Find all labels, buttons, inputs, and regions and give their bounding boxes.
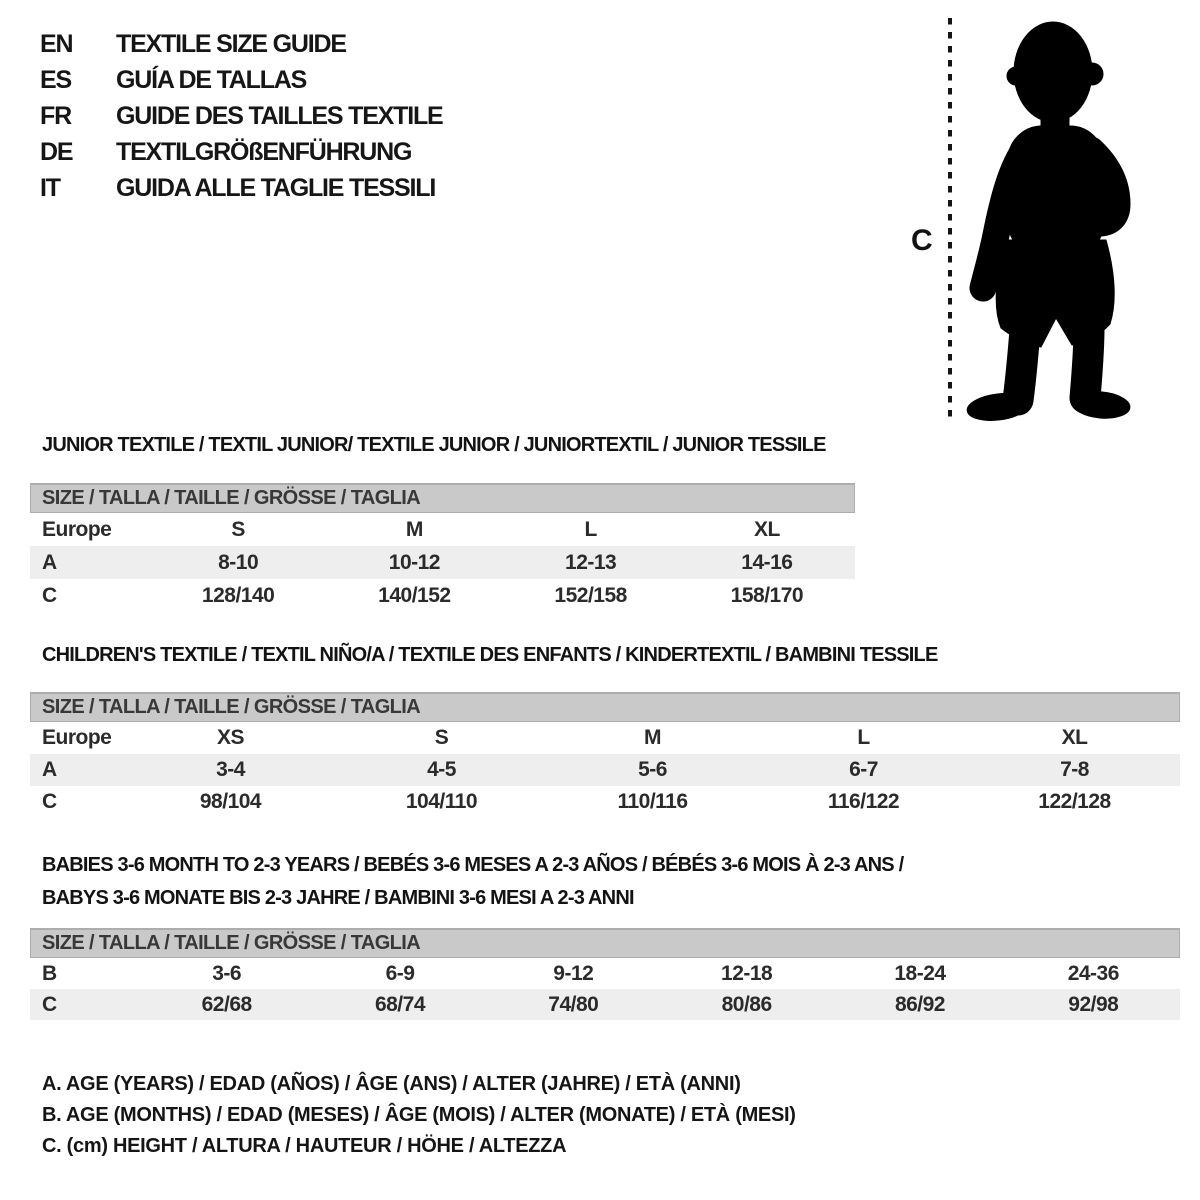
junior-size-table <box>30 483 855 612</box>
row-label: A <box>42 550 57 574</box>
size-value: 6-7 <box>849 758 878 781</box>
size-value: S <box>231 517 245 541</box>
junior-section-title: JUNIOR TEXTILE / TEXTIL JUNIOR/ TEXTILE JUNIOR / JUNIORTEXTIL / JUNIOR TESSILE <box>42 434 826 456</box>
language-code: DE <box>40 137 73 166</box>
language-guide-title: GUÍA DE TALLAS <box>116 65 307 94</box>
size-value: 18-24 <box>894 961 946 985</box>
size-value: 4-5 <box>427 758 456 781</box>
size-header-bar: SIZE / TALLA / TAILLE / GRÖSSE / TAGLIA <box>30 692 1180 722</box>
size-value: XL <box>1061 726 1088 749</box>
language-row <box>40 26 443 62</box>
babies-title-line-2: BABYS 3-6 MONATE BIS 2-3 JAHRE / BAMBINI 3-6 MESI A 2-3 ANNI <box>42 887 634 909</box>
legend-line-a: A. AGE (YEARS) / EDAD (AÑOS) / ÂGE (ANS) / ALTER (JAHRE) / ETÀ (ANNI) <box>42 1073 741 1095</box>
row-label: C <box>42 583 57 607</box>
children-size-table <box>30 692 1180 818</box>
language-row <box>40 62 443 98</box>
language-code: IT <box>40 173 60 202</box>
child-height-figure <box>895 10 1155 435</box>
table-row <box>30 754 1180 786</box>
size-value: M <box>405 517 423 541</box>
table-row <box>30 989 1180 1020</box>
size-value: 7-8 <box>1060 758 1089 781</box>
language-guide-title: TEXTILE SIZE GUIDE <box>116 29 346 58</box>
size-value: 158/170 <box>730 583 804 607</box>
language-code: FR <box>40 101 71 130</box>
size-value: 116/122 <box>827 790 900 813</box>
size-value: 9-12 <box>553 961 594 985</box>
language-row <box>40 134 443 170</box>
language-title-list <box>40 26 443 206</box>
size-value: 140/152 <box>378 583 451 607</box>
size-value: 98/104 <box>199 790 262 813</box>
row-label: C <box>42 790 57 813</box>
row-label: B <box>42 961 57 985</box>
size-value: 152/158 <box>554 583 627 607</box>
language-guide-title: GUIDE DES TAILLES TEXTILE <box>116 101 443 130</box>
size-value: 6-9 <box>385 961 415 985</box>
row-label: C <box>42 992 57 1016</box>
height-measure-label: C <box>911 224 933 257</box>
size-value: 3-4 <box>216 758 245 781</box>
table-row <box>30 546 855 579</box>
legend-line-c: C. (cm) HEIGHT / ALTURA / HAUTEUR / HÖHE / ALTEZZA <box>42 1135 567 1157</box>
size-value: 110/116 <box>617 790 688 813</box>
size-value: XL <box>753 517 780 541</box>
size-header-bar: SIZE / TALLA / TAILLE / GRÖSSE / TAGLIA <box>30 483 855 513</box>
size-value: 3-6 <box>212 961 242 985</box>
language-guide-title: TEXTILGRÖßENFÜHRUNG <box>116 137 412 166</box>
size-value: 62/68 <box>201 992 252 1016</box>
table-row <box>30 786 1180 818</box>
language-row <box>40 98 443 134</box>
size-value: L <box>584 517 597 541</box>
size-value: XS <box>216 726 244 749</box>
size-value: 74/80 <box>548 992 599 1016</box>
size-value: 10-12 <box>388 550 440 574</box>
size-value: 12-13 <box>565 550 617 574</box>
size-value: 8-10 <box>218 550 259 574</box>
table-row <box>30 958 1180 989</box>
row-label: Europe <box>42 517 112 541</box>
measure-legend <box>42 1069 796 1162</box>
size-value: 80/86 <box>721 992 772 1016</box>
size-value: 5-6 <box>638 758 667 781</box>
size-value: 12-18 <box>721 961 773 985</box>
toddler-silhouette-icon <box>966 22 1131 424</box>
babies-title-line-1: BABIES 3-6 MONTH TO 2-3 YEARS / BEBÉS 3-6 MESES A 2-3 AÑOS / BÉBÉS 3-6 MOIS À 2-3 ANS / <box>42 854 904 876</box>
table-row <box>30 722 1180 754</box>
table-row <box>30 513 855 546</box>
language-row <box>40 170 443 206</box>
size-value: L <box>857 726 870 749</box>
size-value: 104/110 <box>405 790 478 813</box>
babies-size-table <box>30 928 1180 1020</box>
language-code: EN <box>40 29 73 58</box>
size-value: 68/74 <box>374 992 426 1016</box>
table-row <box>30 579 855 612</box>
row-label: Europe <box>42 726 112 749</box>
size-value: 14-16 <box>741 550 793 574</box>
size-value: 128/140 <box>201 583 275 607</box>
size-value: S <box>434 726 449 749</box>
size-header-bar: SIZE / TALLA / TAILLE / GRÖSSE / TAGLIA <box>30 928 1180 958</box>
size-value: 86/92 <box>894 992 945 1016</box>
children-section-title: CHILDREN'S TEXTILE / TEXTIL NIÑO/A / TEXTILE DES ENFANTS / KINDERTEXTIL / BAMBINI TESSILE <box>42 644 938 666</box>
size-value: 24-36 <box>1067 961 1119 985</box>
language-code: ES <box>40 65 71 94</box>
size-value: 122/128 <box>1038 790 1111 813</box>
language-guide-title: GUIDA ALLE TAGLIE TESSILI <box>116 173 436 202</box>
row-label: A <box>42 758 57 781</box>
babies-section-title <box>42 849 903 915</box>
size-value: 92/98 <box>1068 992 1119 1016</box>
legend-line-b: B. AGE (MONTHS) / EDAD (MESES) / ÂGE (MOIS) / ALTER (MONATE) / ETÀ (MESI) <box>42 1104 796 1126</box>
size-value: M <box>644 726 661 749</box>
